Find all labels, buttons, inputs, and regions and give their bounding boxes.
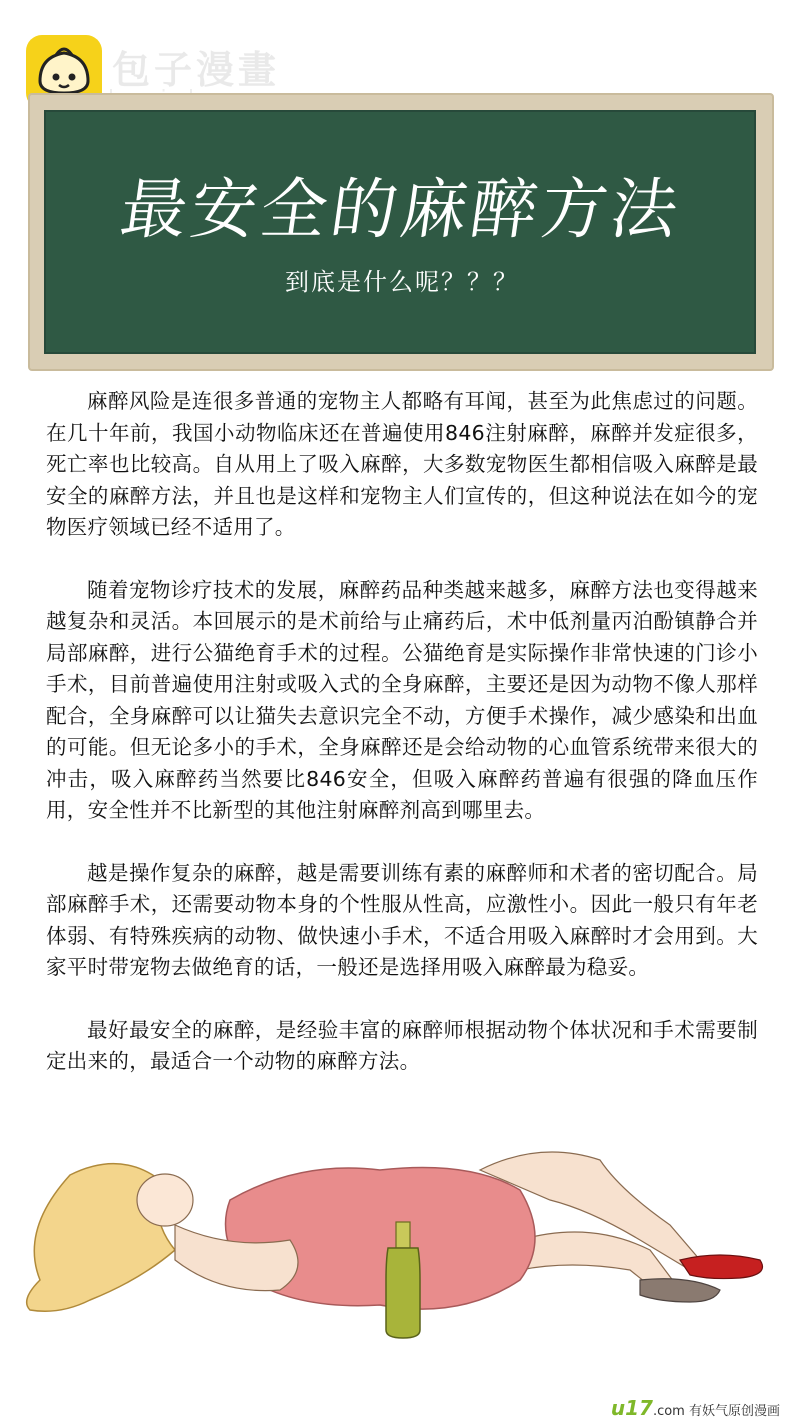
footer-watermark xyxy=(611,1396,780,1420)
illustration-svg xyxy=(0,1130,800,1380)
footer-brand-domain: .com xyxy=(652,1404,685,1419)
page-title: 最安全的麻醉方法 xyxy=(115,171,687,248)
paragraph-1: 麻醉风险是连很多普通的宠物主人都略有耳闻，甚至为此焦虑过的问题。在几十年前，我国小动物临床还在普遍使用846注射麻醉，麻醉并发症很多，死亡率也比较高。自从用上了吸入麻醉，大多数宠物医生都相信吸入麻醉是最安全的麻醉方法，并且也是这样和宠物主人们宣传的，但这种说法在如今的宠物医疗领域已经不适用了。 xyxy=(46,389,758,539)
logo-name: 包子漫畫 xyxy=(112,48,281,92)
article-body xyxy=(46,386,758,1109)
illustration-drunk-woman xyxy=(0,1130,800,1380)
bottle-body xyxy=(386,1248,420,1338)
shoe-red xyxy=(680,1255,763,1279)
footer-brand: u17 xyxy=(610,1396,653,1420)
paragraph-3: 越是操作复杂的麻醉，越是需要训练有素的麻醉师和术者的密切配合。局部麻醉手术，还需要动物本身的个性服从性高，应激性小。因此一般只有年老体弱、有特殊疾病的动物、做快速小手术，不适合用吸入麻醉时才会用到。大家平时带宠物去做绝育的话，一般还是选择用吸入麻醉最为稳妥。 xyxy=(46,860,758,979)
face-shape xyxy=(137,1174,193,1226)
paragraph-4: 最好最安全的麻醉，是经验丰富的麻醉师根据动物个体状况和手术需要制定出来的，最适合一个动物的麻醉方法。 xyxy=(46,1017,758,1073)
page-subtitle: 到底是什么呢？？？ xyxy=(285,268,519,296)
footer-tagline: 有妖气原创漫画 xyxy=(688,1404,780,1419)
paragraph-2: 随着宠物诊疗技术的发展，麻醉药品种类越来越多，麻醉方法也变得越来越复杂和灵活。本回展示的是术前给与止痛药后，术中低剂量丙泊酚镇静合并局部麻醉，进行公猫绝育手术的过程。公猫绝育是实际操作非常快速的门诊小手术，目前普遍使用注射或吸入式的全身麻醉，主要还是因为动物不像人那样配合，全身麻醉可以让猫失去意识完全不动，方便手术操作，减少感染和出血的可能。但无论多小的手术，全身麻醉还是会给动物的心血管系统带来很大的冲击，吸入麻醉药当然要比846安全，但吸入麻醉药普遍有很强的降血压作用，安全性并不比新型的其他注射麻醉剂高到哪里去。 xyxy=(46,577,758,822)
chalkboard xyxy=(44,110,756,354)
bottle-neck xyxy=(396,1222,410,1248)
shoe-grey xyxy=(640,1279,720,1302)
